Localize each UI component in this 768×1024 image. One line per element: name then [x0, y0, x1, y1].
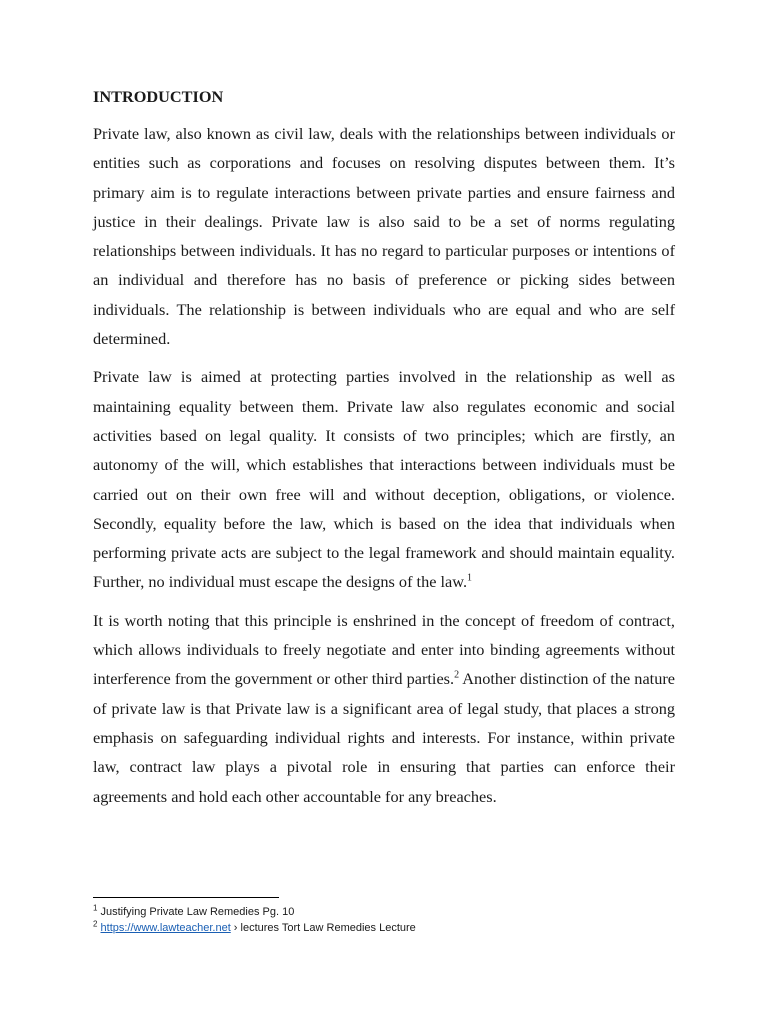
paragraph-2-text: Private law is aimed at protecting parties involved in the relationship as well as maintaining equality between them. Private law also regulates economic and social activities based on legal quality. It consists of two principles; which are firstly, an autonomy of the will, which establishes that interactions between individuals must be carried out on their own free will and without deception, obligations, or violence. Secondly, equality before the law, which is based on the idea that individuals when performing private acts are subject to the legal framework and should maintain equality. Further, no individual must escape the designs of the law. [93, 367, 675, 592]
footnote-2-link[interactable]: https://www.lawteacher.net [100, 922, 231, 934]
footnote-ref-2[interactable]: 2 [454, 669, 460, 681]
footnote-1-number: 1 [93, 903, 98, 913]
footnotes [93, 904, 675, 936]
paragraph-3-text-after: Another distinction of the nature of private law is that Private law is a significant area of legal study, that places a strong emphasis on safeguarding individual rights and interests. For instance, within private law, contract law plays a pivotal role in ensuring that parties can enforce their agreements and hold each other accountable for any breaches. [93, 669, 675, 806]
paragraph-3 [93, 606, 675, 811]
footnote-separator [93, 897, 279, 898]
paragraph-3-text-before: It is worth noting that this principle is enshrined in the concept of freedom of contract, which allows individuals to freely negotiate and enter into binding agreements without interference from the government or other third parties. [93, 610, 675, 689]
paragraph-2 [93, 362, 675, 596]
footnote-1-text: Justifying Private Law Remedies Pg. 10 [97, 906, 295, 918]
section-heading: INTRODUCTION [93, 87, 224, 106]
paragraph-1 [93, 119, 675, 353]
paragraph-1-text: Private law, also known as civil law, deals with the relationships between individuals or entities such as corporations and focuses on resolving disputes between them. It’s primary aim is to regulate interactions between private parties and ensure fairness and justice in their dealings. Private law is also said to be a set of norms regulating relationships between individuals. It has no regard to particular purposes or intentions of an individual and therefore has no basis of preference or picking sides between individuals. The relationship is between individuals who are equal and who are self determined. [93, 124, 675, 349]
footnote-ref-1[interactable]: 1 [467, 573, 473, 585]
document-body [93, 84, 675, 820]
footnote-2 [93, 920, 675, 936]
footnote-2-number: 2 [93, 919, 98, 929]
footnote-1 [93, 904, 675, 920]
footnote-2-text: › lectures Tort Law Remedies Lecture [230, 922, 416, 934]
